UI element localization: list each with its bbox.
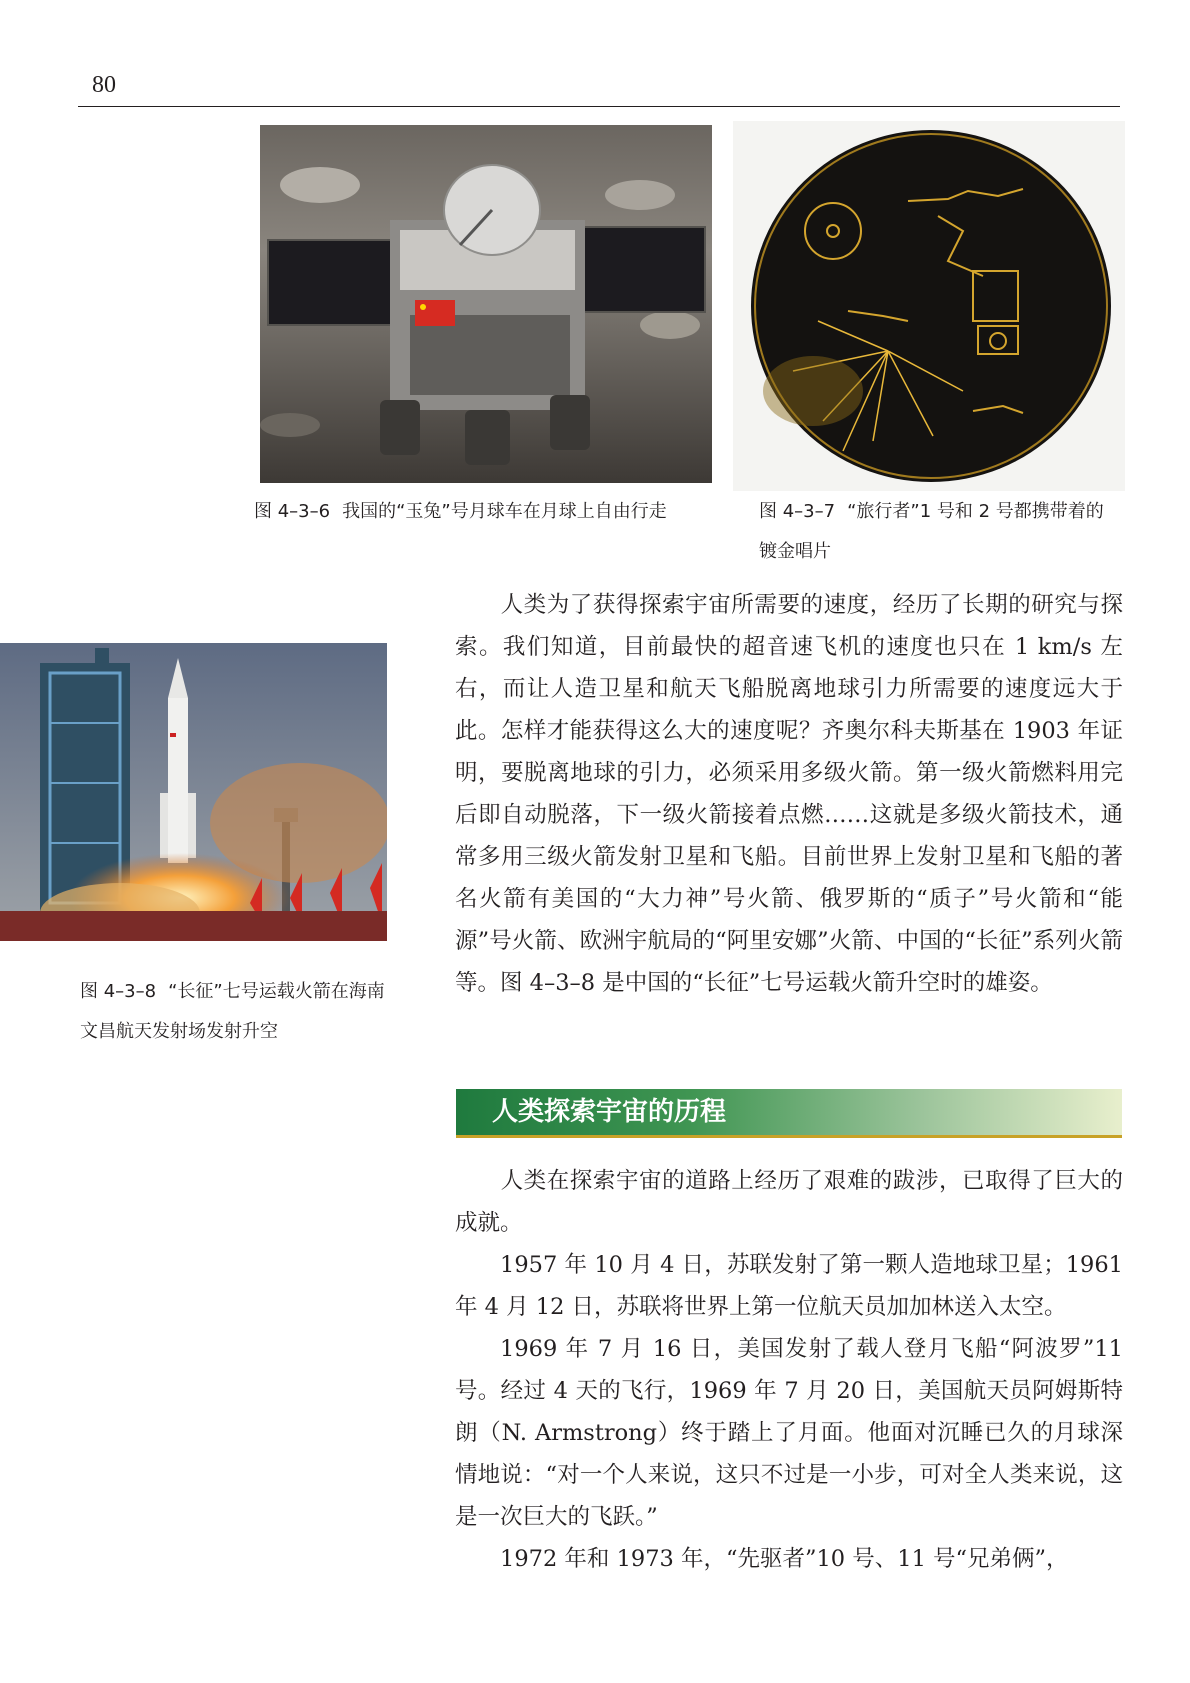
- section-paragraph-1957: [455, 1244, 1123, 1328]
- section-paragraph-text: 1969 年 7 月 16 日，美国发射了载人登月飞船“阿波罗”11 号。经过 4 天的飞行，1969 年 7 月 20 日，美国航天员阿姆斯特朗（N. Armstrong）终于踏上了月面。他面对沉睡已久的月球深情地说：“对一个人来说，这只不过是一小步，可对全人类来说，这是一次巨大的飞跃。”: [455, 1336, 1123, 1530]
- header-rule: [78, 106, 1120, 107]
- figure-caption-4-3-7: [759, 492, 1119, 572]
- long-march-rocket-photo: [0, 643, 387, 941]
- yutu-rover-photo: [260, 125, 712, 483]
- section-paragraph-1972: [455, 1538, 1123, 1580]
- figure-caption-text: “长征”七号运载火箭在海南文昌航天发射场发射升空: [80, 981, 385, 1042]
- golden-record-photo: [733, 121, 1125, 491]
- section-paragraph-1969: [455, 1328, 1123, 1538]
- body-paragraph-rocket-speed: [455, 584, 1123, 1004]
- section-heading: 人类探索宇宙的历程: [492, 1097, 727, 1127]
- figure-caption-text: “旅行者”1 号和 2 号都携带着的镀金唱片: [759, 501, 1104, 562]
- figure-label: 图 4–3–6: [254, 501, 331, 522]
- figure-label: 图 4–3–8: [80, 981, 157, 1002]
- section-paragraph-text: 1957 年 10 月 4 日，苏联发射了第一颗人造地球卫星；1961 年 4 月 12 日，苏联将世界上第一位航天员加加林送入太空。: [455, 1252, 1123, 1320]
- section-paragraph-intro: [455, 1160, 1123, 1244]
- figure-caption-4-3-6: [254, 492, 724, 532]
- figure-caption-text: 我国的“玉兔”号月球车在月球上自由行走: [342, 501, 667, 522]
- figure-caption-4-3-8: [80, 972, 400, 1052]
- body-paragraph-text: 人类为了获得探索宇宙所需要的速度，经历了长期的研究与探索。我们知道，目前最快的超音速飞机的速度也只在 1 km/s 左右，而让人造卫星和航天飞船脱离地球引力所需要的速度远大于此。怎样才能获得这么大的速度呢？齐奥尔科夫斯基在 1903 年证明，要脱离地球的引力，必须采用多级火箭。第一级火箭燃料用完后即自动脱落，下一级火箭接着点燃……这就是多级火箭技术，通常多用三级火箭发射卫星和飞船。目前世界上发射卫星和飞船的著名火箭有美国的“大力神”号火箭、俄罗斯的“质子”号火箭和“能源”号火箭、欧洲宇航局的“阿里安娜”火箭、中国的“长征”系列火箭等。图 4–3–8 是中国的“长征”七号运载火箭升空时的雄姿。: [455, 592, 1123, 996]
- section-paragraph-text: 人类在探索宇宙的道路上经历了艰难的跋涉，已取得了巨大的成就。: [455, 1168, 1123, 1236]
- figure-label: 图 4–3–7: [759, 501, 836, 522]
- page-number: 80: [92, 72, 116, 98]
- section-paragraph-text: 1972 年和 1973 年，“先驱者”10 号、11 号“兄弟俩”，: [500, 1546, 1069, 1572]
